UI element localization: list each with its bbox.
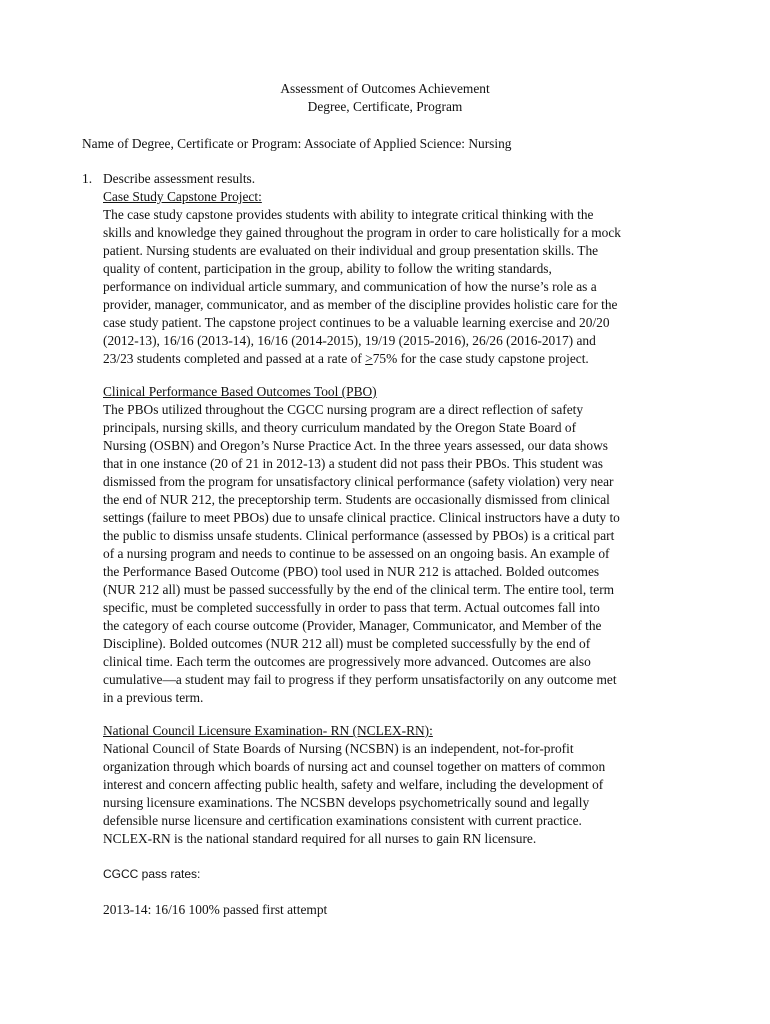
paragraph-line: Nursing (OSBN) and Oregon’s Nurse Practice Act. In the three years assessed, our data shows — [103, 438, 608, 453]
paragraph-line: provider, manager, communicator, and as member of the discipline provides holistic care for the — [103, 297, 618, 312]
paragraph-line: the category of each course outcome (Provider, Manager, Communicator, and Member of the — [103, 618, 602, 633]
paragraph-line: clinical time. Each term the outcomes are progressively more advanced. Outcomes are also — [103, 654, 591, 669]
paragraph-line — [103, 350, 693, 368]
paragraph-line: the end of NUR 212, the preceptorship term. Students are occasionally dismissed from clinical — [103, 492, 610, 507]
doc-subtitle: Degree, Certificate, Program — [307, 99, 463, 114]
paragraph-line: National Council of State Boards of Nursing (NCSBN) is an independent, not-for-profit — [103, 741, 574, 756]
paragraph-line: (NUR 212 all) must be passed successfully by the end of the clinical term. The entire tool, term — [103, 582, 615, 597]
paragraph-line: defensible nurse licensure and certification examinations consistent with current practice. — [103, 813, 582, 828]
pbo-section — [103, 383, 693, 707]
paragraph-line: (2012-13), 16/16 (2013-14), 16/16 (2014-2015), 19/19 (2015-2016), 26/26 (2016-2017) and — [103, 333, 596, 348]
paragraph-line: quality of content, participation in the group, ability to follow the writing standards, — [103, 261, 552, 276]
paragraph-line: specific, must be completed successfully in order to pass that term. Actual outcomes fall into — [103, 600, 600, 615]
paragraph-line: interest and concern affecting public health, safety and welfare, including the development of — [103, 777, 604, 792]
pass-rates-label: CGCC pass rates: — [103, 867, 201, 881]
paragraph-line: patient. Nursing students are evaluated on their individual and group presentation skills. The — [103, 243, 599, 258]
paragraph-line: case study patient. The capstone project continues to be a valuable learning exercise and 20/20 — [103, 315, 610, 330]
rate-suffix: 75% for the case study capstone project. — [372, 351, 589, 366]
nclex-section — [103, 722, 693, 848]
rate-prefix: 23/23 students completed and passed at a rate of — [103, 351, 366, 366]
paragraph-line: of a nursing program and needs to continue to be assessed on an ongoing basis. An example of — [103, 546, 610, 561]
paragraph-line: the Performance Based Outcome (PBO) tool used in NUR 212 is attached. Bolded outcomes — [103, 564, 600, 579]
capstone-section — [103, 188, 693, 368]
paragraph-line: skills and knowledge they gained throughout the program in order to care holistically for a mock — [103, 225, 622, 240]
item-lead-text: Describe assessment results. — [103, 171, 256, 186]
paragraph-line: that in one instance (20 of 21 in 2012-13) a student did not pass their PBOs. This student was — [103, 456, 603, 471]
rate-symbol: > — [365, 351, 373, 366]
pass-rate-row: 2013-14: 16/16 100% passed first attempt — [103, 902, 328, 917]
paragraph-line: performance on individual article summary, and communication of how the nurse’s role as a — [103, 279, 597, 294]
paragraph-line: the public to dismiss unsafe students. Clinical performance (assessed by PBOs) is a critical part — [103, 528, 615, 543]
doc-title: Assessment of Outcomes Achievement — [280, 81, 490, 96]
paragraph-line: The PBOs utilized throughout the CGCC nursing program are a direct reflection of safety — [103, 402, 584, 417]
paragraph-line: dismissed from the program for unsatisfactory clinical performance (safety violation) very near — [103, 474, 614, 489]
paragraph-line: The case study capstone provides students with ability to integrate critical thinking with the — [103, 207, 594, 222]
item-number: 1. — [82, 171, 93, 186]
degree-name-line: Name of Degree, Certificate or Program: Associate of Applied Science: Nursing — [82, 136, 512, 151]
paragraph-line: Discipline). Bolded outcomes (NUR 212 all) must be completed successfully by the end of — [103, 636, 591, 651]
paragraph-line: NCLEX-RN is the national standard required for all nurses to gain RN licensure. — [103, 831, 537, 846]
nclex-heading: National Council Licensure Examination- RN (NCLEX-RN): — [103, 723, 433, 738]
paragraph-line: organization through which boards of nursing act and counsel together on matters of common — [103, 759, 606, 774]
paragraph-line: in a previous term. — [103, 690, 204, 705]
capstone-heading: Case Study Capstone Project: — [103, 189, 262, 204]
paragraph-line: cumulative—a student may fail to progress if they perform unsatisfactorily on any outcome met — [103, 672, 617, 687]
paragraph-line: principals, nursing skills, and theory curriculum mandated by the Oregon State Board of — [103, 420, 577, 435]
paragraph-line: nursing licensure examinations. The NCSBN develops psychometrically sound and legally — [103, 795, 590, 810]
pbo-heading: Clinical Performance Based Outcomes Tool (PBO) — [103, 384, 377, 399]
paragraph-line: settings (failure to meet PBOs) due to unsafe clinical practice. Clinical instructors have a duty to — [103, 510, 620, 525]
